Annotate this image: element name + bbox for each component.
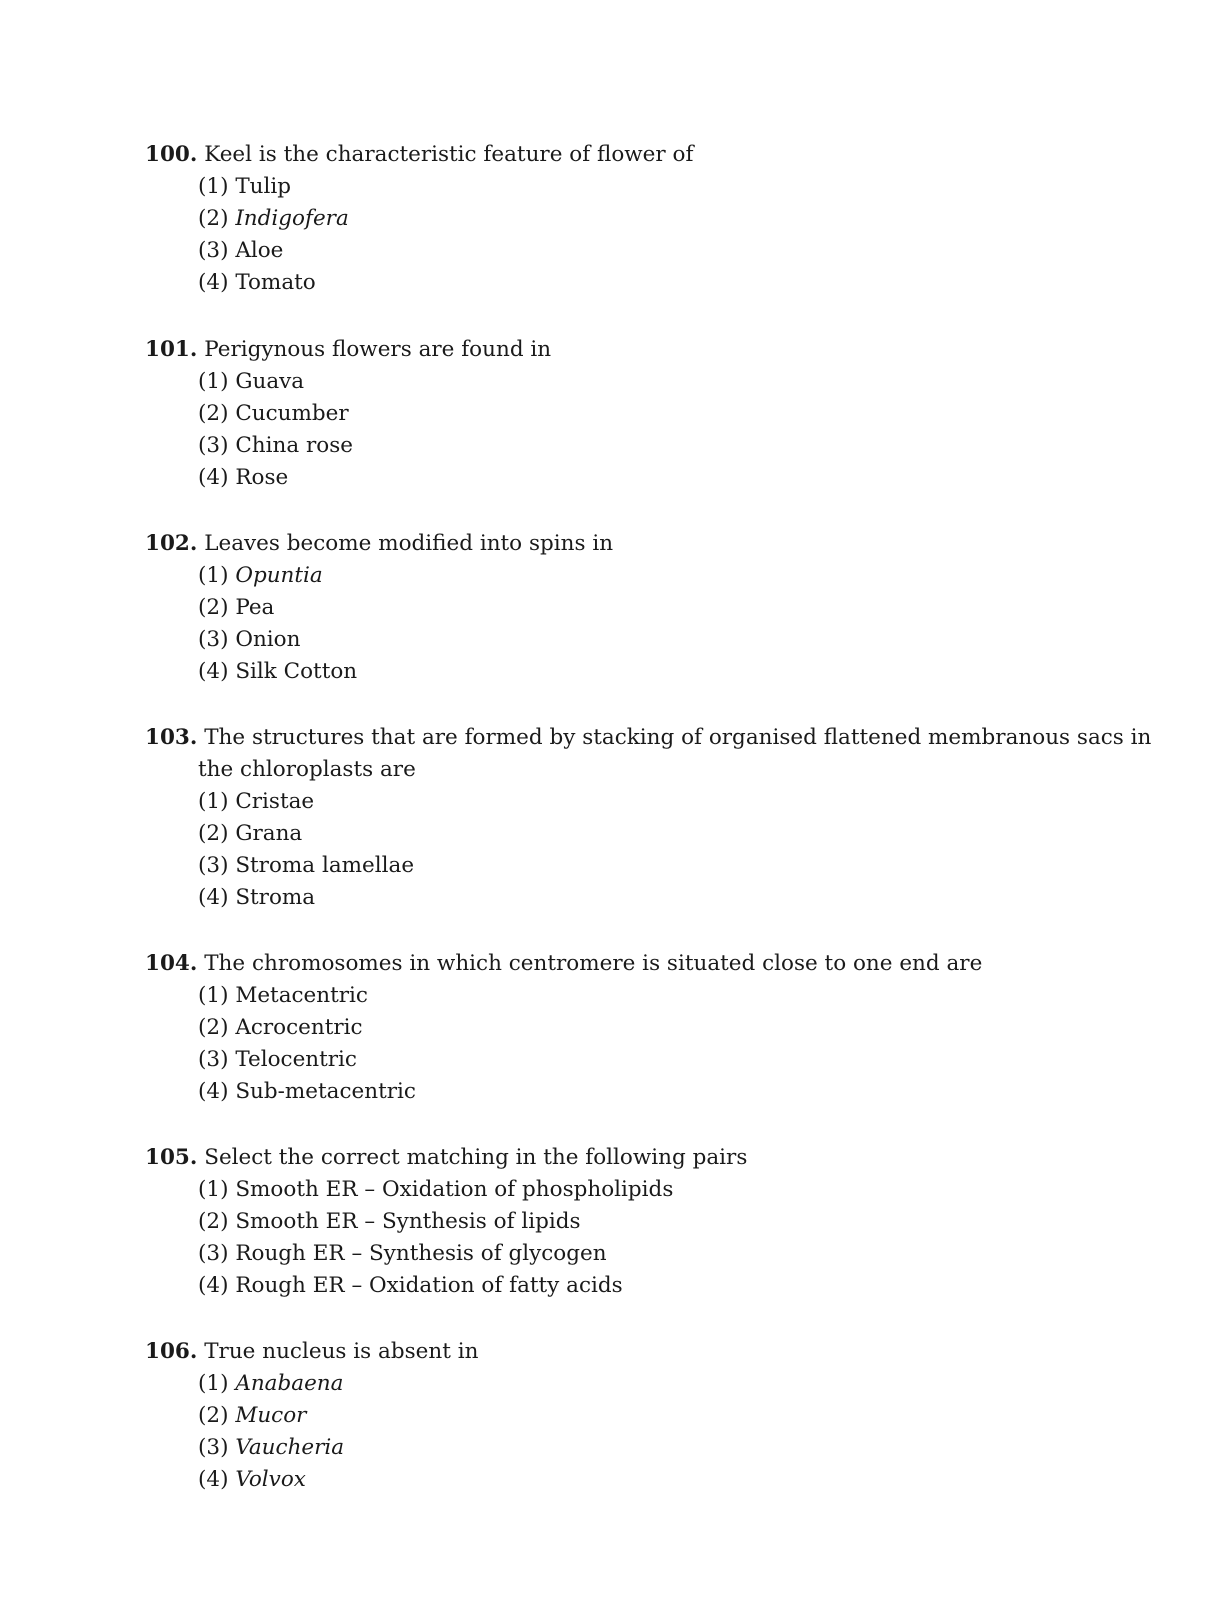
question-100: [145, 139, 1095, 299]
option-text: Silk Cotton: [235, 659, 358, 684]
option: [145, 786, 1095, 818]
question-text: The structures that are formed by stacking of organised flattened membranous sacs in: [204, 725, 1152, 750]
option: [145, 430, 1095, 462]
option: [145, 1206, 1095, 1238]
option-text: Grana: [235, 821, 303, 846]
option-text: Cristae: [235, 789, 315, 814]
option-text: Aloe: [235, 238, 284, 263]
question-text: Perigynous flowers are found in: [204, 337, 552, 362]
option-label: (4): [198, 270, 229, 295]
option: [145, 1044, 1095, 1076]
option: [145, 1432, 1095, 1464]
option: [145, 171, 1095, 203]
question-stem: [145, 1336, 1095, 1368]
question-number: 103.: [145, 725, 198, 750]
option-text: Cucumber: [235, 401, 349, 426]
question-stem: [145, 1142, 1095, 1174]
option: [145, 1238, 1095, 1270]
option-label: (2): [198, 1209, 229, 1234]
option-label: (1): [198, 1177, 229, 1202]
question-102: [145, 528, 1095, 688]
option-text: Tomato: [235, 270, 316, 295]
option: [145, 560, 1095, 592]
option-text: Vaucheria: [235, 1435, 345, 1460]
option-text: Smooth ER – Synthesis of lipids: [235, 1209, 581, 1234]
question-stem: [145, 139, 1095, 171]
question-stem: [145, 948, 1095, 980]
option-text: China rose: [235, 433, 353, 458]
option: [145, 1368, 1095, 1400]
question-text: True nucleus is absent in: [204, 1339, 479, 1364]
option-text: Mucor: [235, 1403, 307, 1428]
question-104: [145, 948, 1095, 1108]
option-text: Opuntia: [235, 563, 323, 588]
question-number: 104.: [145, 951, 198, 976]
option-text: Guava: [235, 369, 305, 394]
option-text: Smooth ER – Oxidation of phospholipids: [235, 1177, 674, 1202]
option: [145, 980, 1095, 1012]
question-text: Leaves become modified into spins in: [204, 531, 614, 556]
option: [145, 1270, 1095, 1302]
option-label: (1): [198, 174, 229, 199]
option: [145, 882, 1095, 914]
option-text: Rough ER – Synthesis of glycogen: [235, 1241, 607, 1266]
option-label: (4): [198, 1273, 229, 1298]
option-label: (4): [198, 885, 229, 910]
option: [145, 462, 1095, 494]
option: [145, 235, 1095, 267]
option: [145, 398, 1095, 430]
option: [145, 818, 1095, 850]
option-label: (3): [198, 853, 229, 878]
option: [145, 267, 1095, 299]
option: [145, 656, 1095, 688]
option-label: (2): [198, 401, 229, 426]
question-stem: [145, 528, 1095, 560]
option-text: Volvox: [235, 1467, 306, 1492]
question-stem: [145, 722, 1152, 754]
option-label: (2): [198, 1403, 229, 1428]
question-105: [145, 1142, 1095, 1302]
option-text: Rough ER – Oxidation of fatty acids: [235, 1273, 623, 1298]
option: [145, 1174, 1095, 1206]
question-106: [145, 1336, 1095, 1496]
question-101: [145, 334, 1095, 494]
option-text: Sub-metacentric: [235, 1079, 416, 1104]
option-text: Indigofera: [235, 206, 349, 231]
question-number: 101.: [145, 337, 198, 362]
option-text: Telocentric: [235, 1047, 357, 1072]
option-label: (4): [198, 1079, 229, 1104]
question-number: 100.: [145, 142, 198, 167]
option-label: (1): [198, 563, 229, 588]
option-text: Metacentric: [235, 983, 368, 1008]
option: [145, 1012, 1095, 1044]
option-text: Acrocentric: [235, 1015, 363, 1040]
option-text: Tulip: [235, 174, 292, 199]
option: [145, 592, 1095, 624]
option-text: Rose: [235, 465, 289, 490]
option: [145, 1464, 1095, 1496]
option-label: (1): [198, 789, 229, 814]
question-stem: [145, 334, 1095, 366]
question-number: 106.: [145, 1339, 198, 1364]
option-label: (4): [198, 465, 229, 490]
question-103: [145, 722, 1152, 914]
option-text: Anabaena: [235, 1371, 344, 1396]
option: [145, 366, 1095, 398]
option-label: (4): [198, 1467, 229, 1492]
option-label: (3): [198, 433, 229, 458]
option-label: (3): [198, 1241, 229, 1266]
option-label: (3): [198, 238, 229, 263]
option-text: Onion: [235, 627, 301, 652]
option-label: (3): [198, 1435, 229, 1460]
option-label: (2): [198, 821, 229, 846]
question-text: The chromosomes in which centromere is situated close to one end are: [204, 951, 983, 976]
question-text-continued: the chloroplasts are: [198, 757, 416, 782]
option-label: (2): [198, 1015, 229, 1040]
question-text: Select the correct matching in the following pairs: [204, 1145, 748, 1170]
option: [145, 1400, 1095, 1432]
option-text: Stroma: [235, 885, 316, 910]
option-text: Pea: [235, 595, 275, 620]
option-label: (1): [198, 369, 229, 394]
question-number: 105.: [145, 1145, 198, 1170]
question-number: 102.: [145, 531, 198, 556]
option: [145, 624, 1095, 656]
option-label: (1): [198, 1371, 229, 1396]
option-label: (3): [198, 627, 229, 652]
option-text: Stroma lamellae: [235, 853, 415, 878]
option-label: (4): [198, 659, 229, 684]
option-label: (2): [198, 595, 229, 620]
option: [145, 1076, 1095, 1108]
option-label: (1): [198, 983, 229, 1008]
option: [145, 850, 1095, 882]
question-text: Keel is the characteristic feature of flower of: [204, 142, 694, 167]
option-label: (3): [198, 1047, 229, 1072]
option-label: (2): [198, 206, 229, 231]
option: [145, 203, 1095, 235]
